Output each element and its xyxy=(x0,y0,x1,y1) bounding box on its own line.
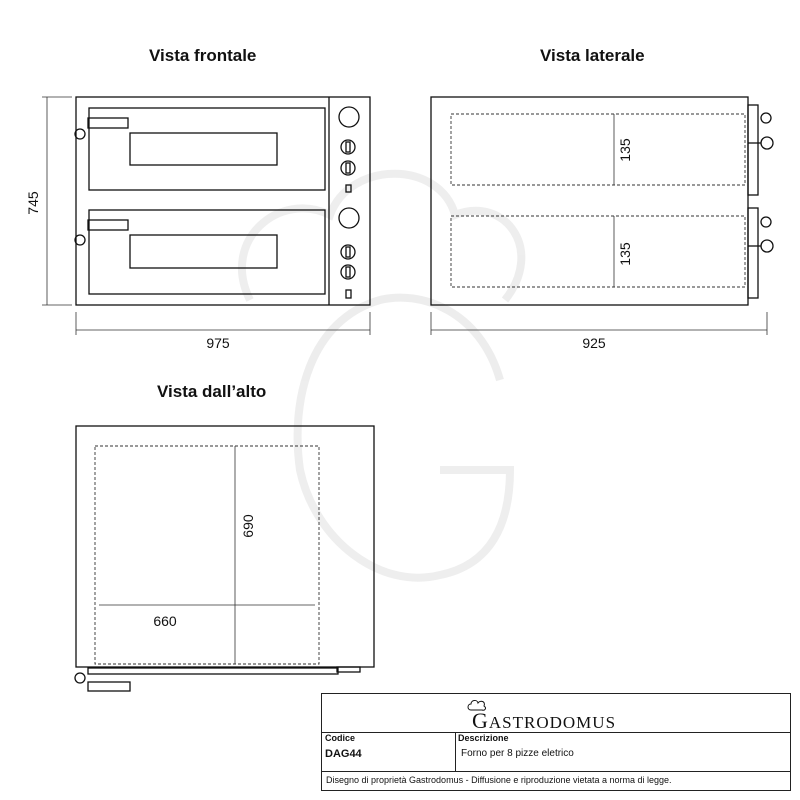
lower-door-handle xyxy=(88,220,128,230)
side-upper-door-profile xyxy=(748,105,758,195)
front-view-title: Vista frontale xyxy=(149,46,257,65)
side-view-title: Vista laterale xyxy=(540,46,645,65)
description-value: Forno per 8 pizze eletrico xyxy=(461,748,574,759)
upper-thermostat-knob-icon xyxy=(339,107,359,127)
lower-chamber-height-label: 135 xyxy=(617,242,633,266)
lower-window xyxy=(130,235,277,268)
lower-indicator-icon xyxy=(346,290,351,298)
upper-door xyxy=(89,108,325,190)
lower-chamber-outline xyxy=(451,216,745,287)
side-width-label: 925 xyxy=(582,335,606,351)
side-chambers xyxy=(451,114,745,287)
title-block xyxy=(321,693,791,791)
code-label: Codice xyxy=(325,733,356,743)
side-lower-door-profile xyxy=(748,208,758,298)
top-depth-label: 690 xyxy=(240,514,256,538)
watermark-logo-icon xyxy=(242,174,521,578)
title-block-brand-row xyxy=(322,694,790,733)
side-lower-knob-icon xyxy=(761,217,771,227)
side-lower-handle-icon xyxy=(761,240,773,252)
description-cell xyxy=(455,732,790,772)
top-outer-body xyxy=(76,426,374,667)
upper-door-handle xyxy=(88,118,128,128)
top-width-label: 660 xyxy=(153,613,177,629)
lower-door xyxy=(89,210,325,294)
lower-thermostat-knob-icon xyxy=(339,208,359,228)
front-height-label: 745 xyxy=(25,191,41,215)
upper-chamber-outline xyxy=(451,114,745,185)
side-upper-handle-icon xyxy=(761,137,773,149)
front-width-label: 975 xyxy=(206,335,230,351)
side-upper-knob-icon xyxy=(761,113,771,123)
code-value: DAG44 xyxy=(325,748,362,760)
description-label: Descrizione xyxy=(458,733,509,743)
top-chamber xyxy=(95,446,319,664)
upper-chamber-height-label: 135 xyxy=(617,138,633,162)
copyright-notice: Disegno di proprietà Gastrodomus - Diffusione e riproduzione vietata a norma di legge. xyxy=(326,775,672,785)
top-door-handle xyxy=(88,682,130,691)
upper-window xyxy=(130,133,277,165)
top-dimensions xyxy=(99,446,315,664)
top-control-edge xyxy=(337,667,360,672)
side-view xyxy=(431,97,773,305)
brand-logo: GASTRODOMUS xyxy=(472,708,617,733)
top-front-panel xyxy=(88,668,338,674)
front-view xyxy=(75,97,370,305)
side-dimensions xyxy=(431,114,767,335)
top-chamber-outline xyxy=(95,446,319,664)
top-view xyxy=(75,426,374,691)
top-hinge-icon xyxy=(75,673,85,683)
code-cell xyxy=(322,732,456,772)
side-outer-body xyxy=(431,97,748,305)
top-view-title: Vista dall’alto xyxy=(157,382,267,401)
